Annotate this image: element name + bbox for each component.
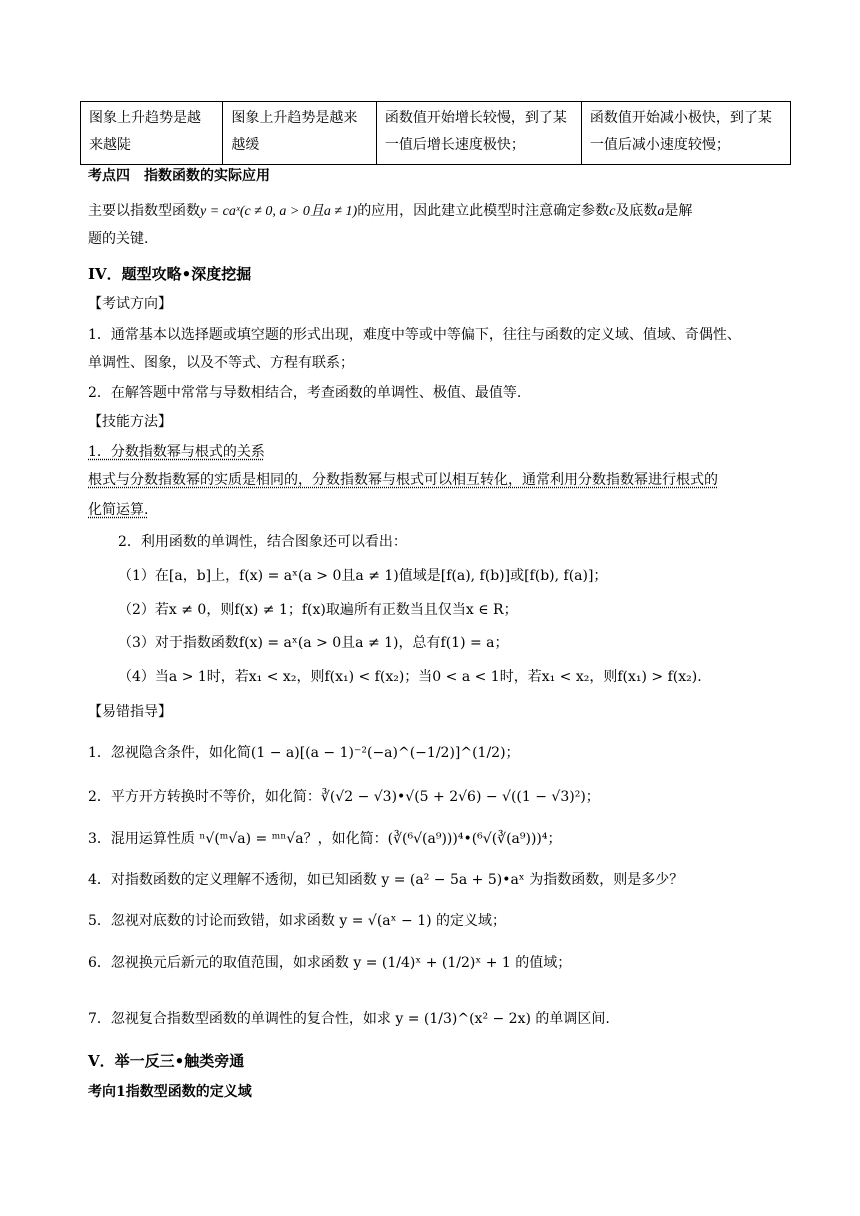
comparison-table xyxy=(80,101,791,165)
paragraph-line: 1．分数指数幂与根式的关系 xyxy=(88,444,265,460)
list-item: 3．混用运算性质 ⁿ√(ᵐ√a) = ᵐⁿ√a？，如化简：(∛(⁶√(a⁹)))⁴•(⁶√(∛(a⁹)))⁴； xyxy=(88,831,562,847)
list-item: 5．忽视对底数的讨论而致错，如求函数 y = √(aˣ − 1) 的定义域； xyxy=(88,913,507,929)
list-item: 6．忽视换元后新元的取值范围，如求函数 y = (1/4)ˣ + (1/2)ˣ + 1 的值域； xyxy=(88,955,572,971)
paragraph-line: 根式与分数指数幂的实质是相同的，分数指数幂与根式可以相互转化，通常利用分数指数幂进行根式的 xyxy=(88,472,718,488)
section-heading: 考点四 指数函数的实际应用 xyxy=(88,168,270,184)
paragraph-line: 1．通常基本以选择题或填空题的形式出现，难度中等或中等偏下，往往与函数的定义域、值域、奇偶性、 xyxy=(88,327,741,343)
paragraph-line: 2．利用函数的单调性，结合图象还可以看出： xyxy=(118,534,407,550)
paragraph-line: 题的关键. xyxy=(88,231,149,247)
list-item: 7．忽视复合指数型函数的单调性的复合性，如求 y = (1/3)^(x² − 2x) 的单调区间. xyxy=(88,1011,610,1027)
section-title: V．举一反三•触类旁通 xyxy=(88,1052,245,1070)
bracket-heading: 【技能方法】 xyxy=(88,414,172,430)
bracket-heading: 【考试方向】 xyxy=(88,296,172,312)
bracket-heading: 【易错指导】 xyxy=(88,704,172,720)
table-row xyxy=(81,102,791,165)
paragraph-line: 2．在解答题中常常与导数相结合，考查函数的单调性、极值、最值等. xyxy=(88,385,522,401)
list-item: （1）在[a，b]上，f(x) = aˣ(a > 0且a ≠ 1)值域是[f(a), f(b)]或[f(b), f(a)]； xyxy=(118,568,608,584)
table-cell: 图象上升趋势是越来越缓 xyxy=(223,102,377,165)
section-heading: 考向1指数型函数的定义域 xyxy=(88,1084,252,1100)
list-item: 1．忽视隐含条件，如化简(1 − a)[(a − 1)⁻²(−a)^(−1/2)]^(1/2)； xyxy=(88,745,520,761)
paragraph-line: 主要以指数型函数y = caˣ(c ≠ 0, a > 0且a ≠ 1)的应用，因此建立此模型时注意确定参数c及底数a是解 xyxy=(88,203,693,219)
list-item: （2）若x ≠ 0，则f(x) ≠ 1；f(x)取遍所有正数当且仅当x ∈ R； xyxy=(118,602,518,618)
list-item: （4）当a > 1时，若x₁ < x₂，则f(x₁) < f(x₂)；当0 < a < 1时，若x₁ < x₂，则f(x₁) > f(x₂). xyxy=(118,669,702,685)
table-cell: 函数值开始增长较慢，到了某一值后增长速度极快； xyxy=(376,102,581,165)
list-item: 2．平方开方转换时不等价，如化简：∛(√2 − √3)•√(5 + 2√6) − √((1 − √3)²)； xyxy=(88,789,600,805)
list-item: （3）对于指数函数f(x) = aˣ(a > 0且a ≠ 1)，总有f(1) = a； xyxy=(118,635,509,651)
paragraph-line: 单调性、图象，以及不等式、方程有联系； xyxy=(88,355,354,371)
list-item: 4．对指数函数的定义理解不透彻，如已知函数 y = (a² − 5a + 5)•aˣ 为指数函数，则是多少？ xyxy=(88,872,684,888)
paragraph-line: 化简运算. xyxy=(88,502,149,518)
section-title: IV．题型攻略•深度挖掘 xyxy=(88,265,252,283)
formula: y = caˣ(c ≠ 0, a > 0且a ≠ 1) xyxy=(200,204,358,219)
table-cell: 图象上升趋势是越来越陡 xyxy=(81,102,223,165)
table-cell: 函数值开始减小极快，到了某一值后减小速度较慢； xyxy=(581,102,790,165)
